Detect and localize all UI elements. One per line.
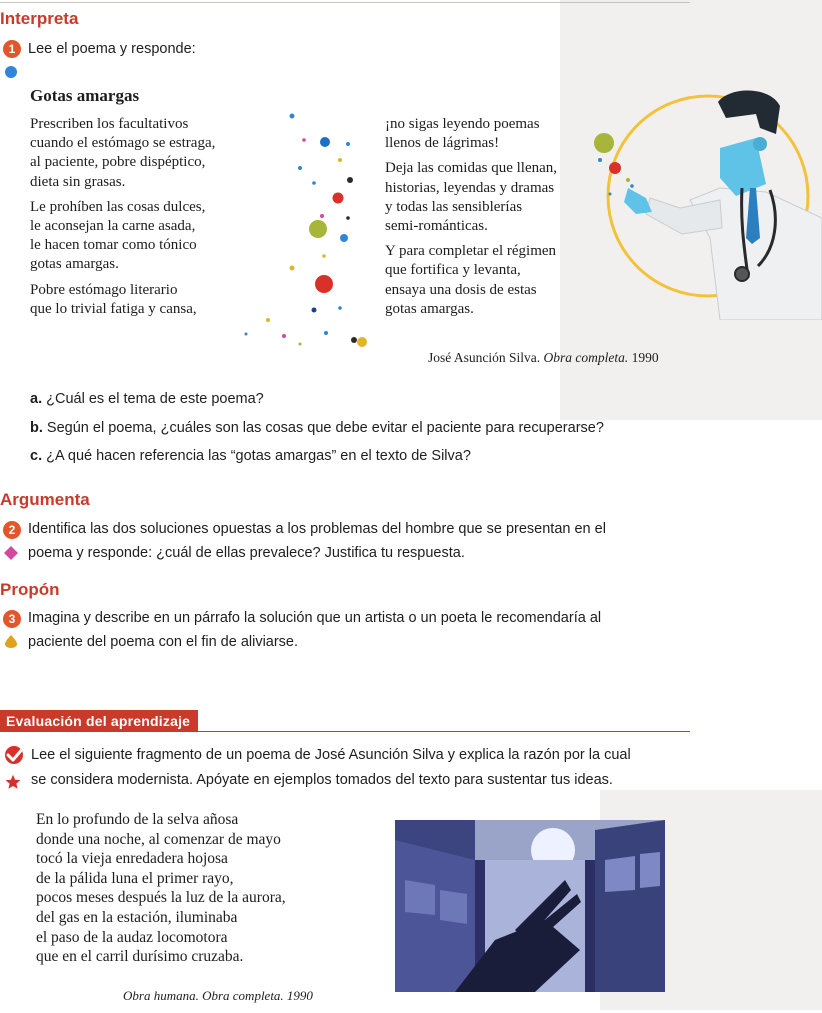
- poem-line: tocó la vieja enredadera hojosa: [36, 850, 228, 868]
- question-number-3: 3: [3, 610, 21, 628]
- drops-illustration: [240, 108, 390, 358]
- poem-line: llenos de lágrimas!: [385, 135, 500, 152]
- question-a: [30, 388, 264, 410]
- star-icon: [5, 774, 21, 790]
- blue-dot-icon: [5, 66, 17, 78]
- question-3-line1: Imagina y describe en un párrafo la solución que un artista o un poeta le recomendaría al: [28, 610, 602, 626]
- poem-line: En lo profundo de la selva añosa: [36, 811, 239, 828]
- poem-left-column: [30, 115, 215, 325]
- poem-line: le aconsejan la carne asada,: [30, 218, 196, 235]
- section-heading-interpreta: Interpreta: [0, 9, 79, 28]
- evaluation-badge: Evaluación del aprendizaje: [0, 710, 198, 732]
- caption-author: José Asunción Silva.: [428, 350, 541, 365]
- poem-line: que fortifica y levanta,: [385, 262, 521, 279]
- poem-fragment: [36, 810, 286, 967]
- poem-line: pocos meses después la luz de la aurora,: [36, 889, 286, 907]
- question-b: [30, 417, 604, 439]
- poem-title: Gotas amargas: [30, 86, 140, 105]
- poem-stanza: [30, 281, 215, 319]
- question-letter: b.: [30, 420, 43, 436]
- question-2-line2: poema y responde: ¿cuál de ellas prevalece? Justifica tu respuesta.: [28, 545, 465, 561]
- question-number-2: 2: [3, 521, 21, 539]
- poem-line: ensaya una dosis de estas: [385, 281, 537, 298]
- poem-line: gotas amargas.: [385, 300, 474, 317]
- poem-line: y todas las sensiblerías: [385, 198, 523, 215]
- poem-stanza: [385, 115, 557, 153]
- poem-line: Le prohíben las cosas dulces,: [30, 198, 206, 215]
- poem-line: historias, leyendas y dramas: [385, 179, 555, 196]
- poem-stanza: [385, 242, 557, 319]
- section-heading-argumenta: Argumenta: [0, 490, 90, 509]
- poem-line: Prescriben los facultativos: [30, 116, 189, 132]
- poem-line: que en el carril durísimo cruzaba.: [36, 948, 244, 966]
- poem-line: dieta sin grasas.: [30, 173, 126, 190]
- poem-line: ¡no sigas leyendo poemas: [385, 116, 540, 132]
- night-city-illustration: [395, 820, 665, 992]
- section-heading-propon: Propón: [0, 580, 60, 599]
- poem-stanza: [385, 159, 557, 236]
- question-c: [30, 445, 471, 467]
- question-text: Según el poema, ¿cuáles son las cosas que debe evitar el paciente para recuperarse?: [46, 420, 604, 436]
- poem-line: le hacen tomar como tónico: [30, 237, 197, 254]
- caption-year: 1990: [631, 350, 659, 365]
- top-rule: [0, 2, 690, 3]
- question-number-1: 1: [3, 40, 21, 58]
- caption-work: Obra completa.: [543, 350, 629, 365]
- doctor-illustration: [570, 88, 822, 320]
- poem-line: gotas amargas.: [30, 256, 119, 273]
- question-3-line2: paciente del poema con el fin de aliviarse.: [28, 634, 299, 650]
- question-letter: a.: [30, 391, 43, 407]
- poem-line: Deja las comidas que llenan,: [385, 160, 558, 177]
- poem-line: semi-románticas.: [385, 218, 488, 235]
- evaluation-line1: Lee el siguiente fragmento de un poema de José Asunción Silva y explica la razón por la cual: [31, 747, 631, 763]
- poem-stanza: [30, 115, 215, 192]
- poem-fragment-caption: Obra humana. Obra completa. 1990: [123, 988, 313, 1003]
- question-letter: c.: [30, 448, 43, 464]
- poem-line: que lo trivial fatiga y cansa,: [30, 300, 197, 317]
- evaluation-line2: se considera modernista. Apóyate en ejemplos tomados del texto para sustentar tus ideas.: [31, 772, 613, 788]
- poem-right-column: [385, 115, 557, 325]
- question-text: ¿Cuál es el tema de este poema?: [46, 391, 264, 407]
- poem-line: de la pálida luna el primer rayo,: [36, 869, 234, 887]
- question-1-text: Lee el poema y responde:: [28, 41, 196, 57]
- poem-line: donde una noche, al comenzar de mayo: [36, 830, 281, 848]
- poem-line: Pobre estómago literario: [30, 281, 178, 298]
- question-text: ¿A qué hacen referencia las “gotas amargas” en el texto de Silva?: [46, 448, 471, 464]
- poem-line: Y para completar el régimen: [385, 243, 557, 260]
- poem-stanza: [30, 198, 215, 275]
- check-icon: [4, 745, 26, 765]
- question-2-line1: Identifica las dos soluciones opuestas a los problemas del hombre que se presentan en el: [28, 521, 606, 537]
- poem-line: el paso de la audaz locomotora: [36, 928, 228, 946]
- poem-caption: [428, 350, 659, 366]
- poem-line: del gas en la estación, iluminaba: [36, 908, 238, 926]
- drop-icon: [4, 634, 18, 648]
- diamond-icon: [4, 546, 18, 560]
- poem-line: cuando el estómago se estraga,: [30, 135, 216, 152]
- poem-line: al paciente, pobre dispéptico,: [30, 154, 206, 171]
